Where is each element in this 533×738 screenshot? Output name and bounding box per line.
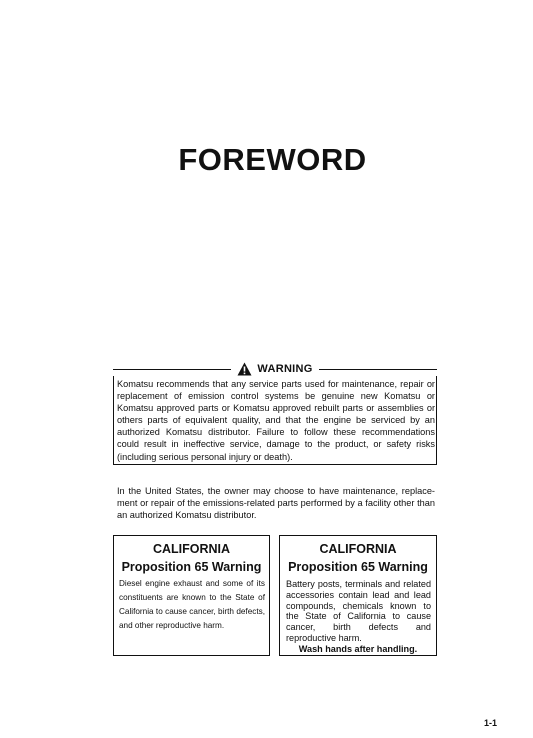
warning-rule-right [319, 369, 437, 370]
warning-header [113, 362, 437, 376]
page-number: 1-1 [483, 718, 497, 728]
warning-label-group [231, 362, 318, 376]
california-warning-right [279, 535, 437, 656]
warning-triangle-icon [237, 362, 252, 376]
warning-label: WARNING [257, 363, 313, 375]
california-heading: CALIFORNIA [319, 542, 397, 556]
warning-text: Komatsu recommends that any service parts used for maintenance, repair or replacement of emission control systems be genuine new Komatsu or Komatsu approved parts or Komatsu approved rebuilt parts or assemblies or others parts of equivalent quality, and that the engine be serviced by an authorized Komatsu distributor. Failure to follow these recommendations could result in ineffective service, damage to the product, or safety risks (including serious personal injury or death). [117, 379, 435, 462]
proposition-65-heading: Proposition 65 Warning [121, 560, 262, 574]
california-warning-left [113, 535, 270, 656]
california-heading: CALIFORNIA [152, 542, 231, 556]
warning-rule-left [113, 369, 231, 370]
california-warning-text: Diesel engine exhaust and some of its constituents are known to the State of California to cause cancer, birth defects, and other reproductive harm. [119, 579, 265, 630]
wash-hands-note: Wash hands after handling. [298, 643, 418, 654]
page-title: FOREWORD [178, 142, 367, 177]
california-warning-text: Battery posts, terminals and related accessories contain lead and lead compounds, chemicals known to the State of California to cause cancer, birth defects and reproductive harm. [286, 579, 431, 643]
proposition-65-heading: Proposition 65 Warning [288, 560, 428, 574]
us-paragraph: In the United States, the owner may choose to have maintenance, replace-ment or repair of the emissions-related parts performed by a facility other than an authorized Komatsu distributor. [117, 486, 435, 521]
